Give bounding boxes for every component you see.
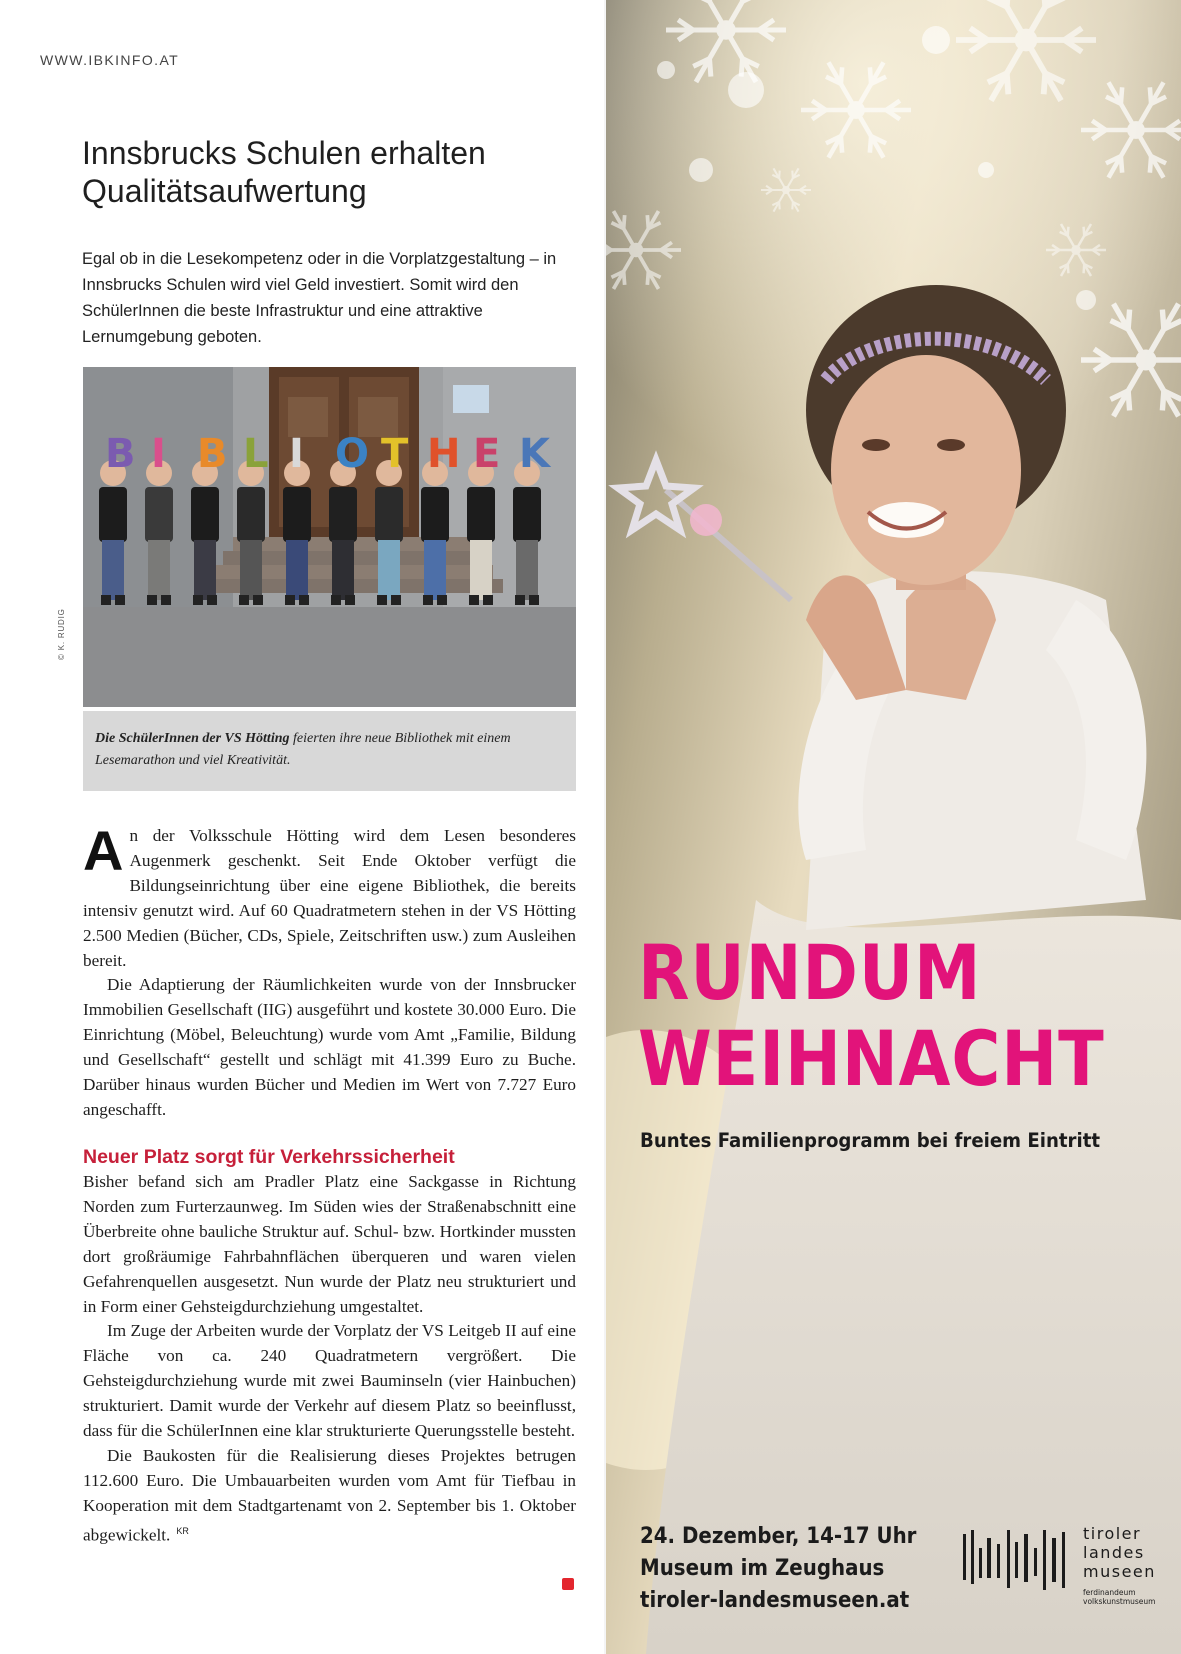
photo-letter: L <box>243 431 269 477</box>
event-date: 24. Dezember, 14-17 Uhr <box>640 1524 917 1549</box>
photo-letter: H <box>427 431 461 477</box>
logo-sub-2: volkskunstmuseum <box>1083 1597 1156 1606</box>
article-photo <box>83 367 576 707</box>
tiroler-landesmuseen-logo <box>961 1524 1171 1624</box>
ad-title-line-1: RUNDUM <box>638 928 982 1017</box>
article-end-mark <box>562 1578 574 1590</box>
photo-letter: B <box>197 431 228 477</box>
ad-title-line-2: WEIHNACHT <box>638 1014 1105 1103</box>
body-paragraph-5 <box>83 1444 576 1548</box>
event-venue: Museum im Zeughaus <box>640 1556 885 1581</box>
article-body-part-2 <box>83 1170 576 1548</box>
body-paragraph-2: Die Adaptierung der Räumlichkeiten wurde von der Innsbrucker Immobilien Gesellschaft (IIG) ausgeführt und kostete 30.000 Euro. Die Einrichtung (Möbel, Beleuchtung) wurde vom Amt „Familie, Bildung und Gesellschaft“ gestellt und schlägt mit 41.399 Euro zu Buche. Darüber hinaus wurden Bücher und Medien im Wert von 7.727 Euro angeschafft. <box>83 975 576 1119</box>
caption-text: feierten ihre neue Bibliothek mit einem Lesemarathon und viel Kreativität. <box>95 731 511 768</box>
event-website[interactable]: tiroler-landesmuseen.at <box>640 1588 910 1613</box>
photo-letter: E <box>473 431 501 477</box>
event-details <box>640 1521 946 1617</box>
ad-title <box>638 930 1113 1102</box>
paragraph-1-text: n der Volksschule Hötting wird dem Lesen besonderes Augenmerk geschenkt. Seit Ende Oktober verfügt die Bildungseinrichtung über eine eigene Bibliothek, die bereits intensiv genutzt wird. Auf 60 Quadratmetern stehen in der VS Hötting 2.500 Medien (Bücher, CDs, Spiele, Zeitschriften usw.) zum Ausleihen bereit. <box>83 826 576 970</box>
ad-subtitle: Buntes Familienprogramm bei freiem Eintritt <box>640 1129 1101 1152</box>
photo-letter: B <box>105 431 136 477</box>
photo-letter: T <box>381 431 409 477</box>
photo-letter: I <box>151 431 166 477</box>
body-paragraph-1 <box>83 819 576 973</box>
article-lead: Egal ob in die Lesekompetenz oder in die Vorplatzgestaltung – in Innsbrucks Schulen wird viel Geld investiert. Somit wird den SchülerInnen die beste Infrastruktur und eine attraktive Lernumgebung geboten. <box>82 250 557 346</box>
logo-stripes-icon <box>961 1524 1081 1594</box>
logo-line-1: tiroler <box>1083 1524 1142 1543</box>
author-initials: KR <box>176 1525 189 1536</box>
photo-caption <box>83 711 576 791</box>
ad-photo-scene <box>606 0 1181 1654</box>
headline-line-2: Qualitätsaufwertung <box>82 173 367 209</box>
body-paragraph-3: Bisher befand sich am Pradler Platz eine Sackgasse in Richtung Norden zum Furterzaunweg. Im Süden wies der Straßenabschnitt eine Überbreite ohne bauliche Struktur auf. Schul- bzw. Hortkinder mussten dort großräumige Fahrbahnflächen überqueren und waren vielen Gefahrenquellen ausgesetzt. Nun wurde der Platz neu strukturiert und in Form einer Gehsteigdurchziehung umgestaltet. <box>83 1172 576 1316</box>
headline-line-1: Innsbrucks Schulen erhalten <box>82 135 486 171</box>
photo-letter: I <box>289 431 304 477</box>
logo-wordmark <box>1083 1524 1156 1581</box>
body-paragraph-4: Im Zuge der Arbeiten wurde der Vorplatz der VS Leitgeb II auf eine Fläche von ca. 240 Quadratmetern vergrößert. Die Gehsteigdurchziehung wurde mit zwei Bauminseln (vier Hainbuchen) strukturiert. Damit wurde der Verkehr auf diesem Platz so beeinflusst, dass für die SchülerInnen eine klar strukturierte Querungsstelle besteht. <box>83 1321 576 1441</box>
logo-line-2: landes <box>1083 1543 1145 1562</box>
photo-credit: © K. RUDIG <box>57 608 66 660</box>
article-body-part-1 <box>83 819 576 1123</box>
paragraph-5-text: Die Baukosten für die Realisierung dieses Projektes betrugen 112.600 Euro. Die Umbauarbeiten wurden vom Amt für Tiefbau in Kooperation mit dem Stadtgartenamt von 2. September bis 1. Oktober abgewickelt. <box>83 1445 576 1545</box>
caption-bold: Die SchülerInnen der VS Hötting <box>95 731 290 746</box>
drop-cap: A <box>83 819 124 882</box>
photo-letter: O <box>335 431 370 477</box>
site-url[interactable]: WWW.IBKINFO.AT <box>40 52 180 68</box>
logo-line-3: museen <box>1083 1562 1156 1581</box>
section-subhead: Neuer Platz sorgt für Verkehrssicherheit <box>83 1146 455 1168</box>
logo-subline <box>1083 1588 1155 1606</box>
museum-advertisement[interactable] <box>606 0 1181 1654</box>
article-headline <box>82 134 562 210</box>
photo-letter: K <box>519 431 550 477</box>
logo-sub-1: ferdinandeum <box>1083 1588 1136 1597</box>
